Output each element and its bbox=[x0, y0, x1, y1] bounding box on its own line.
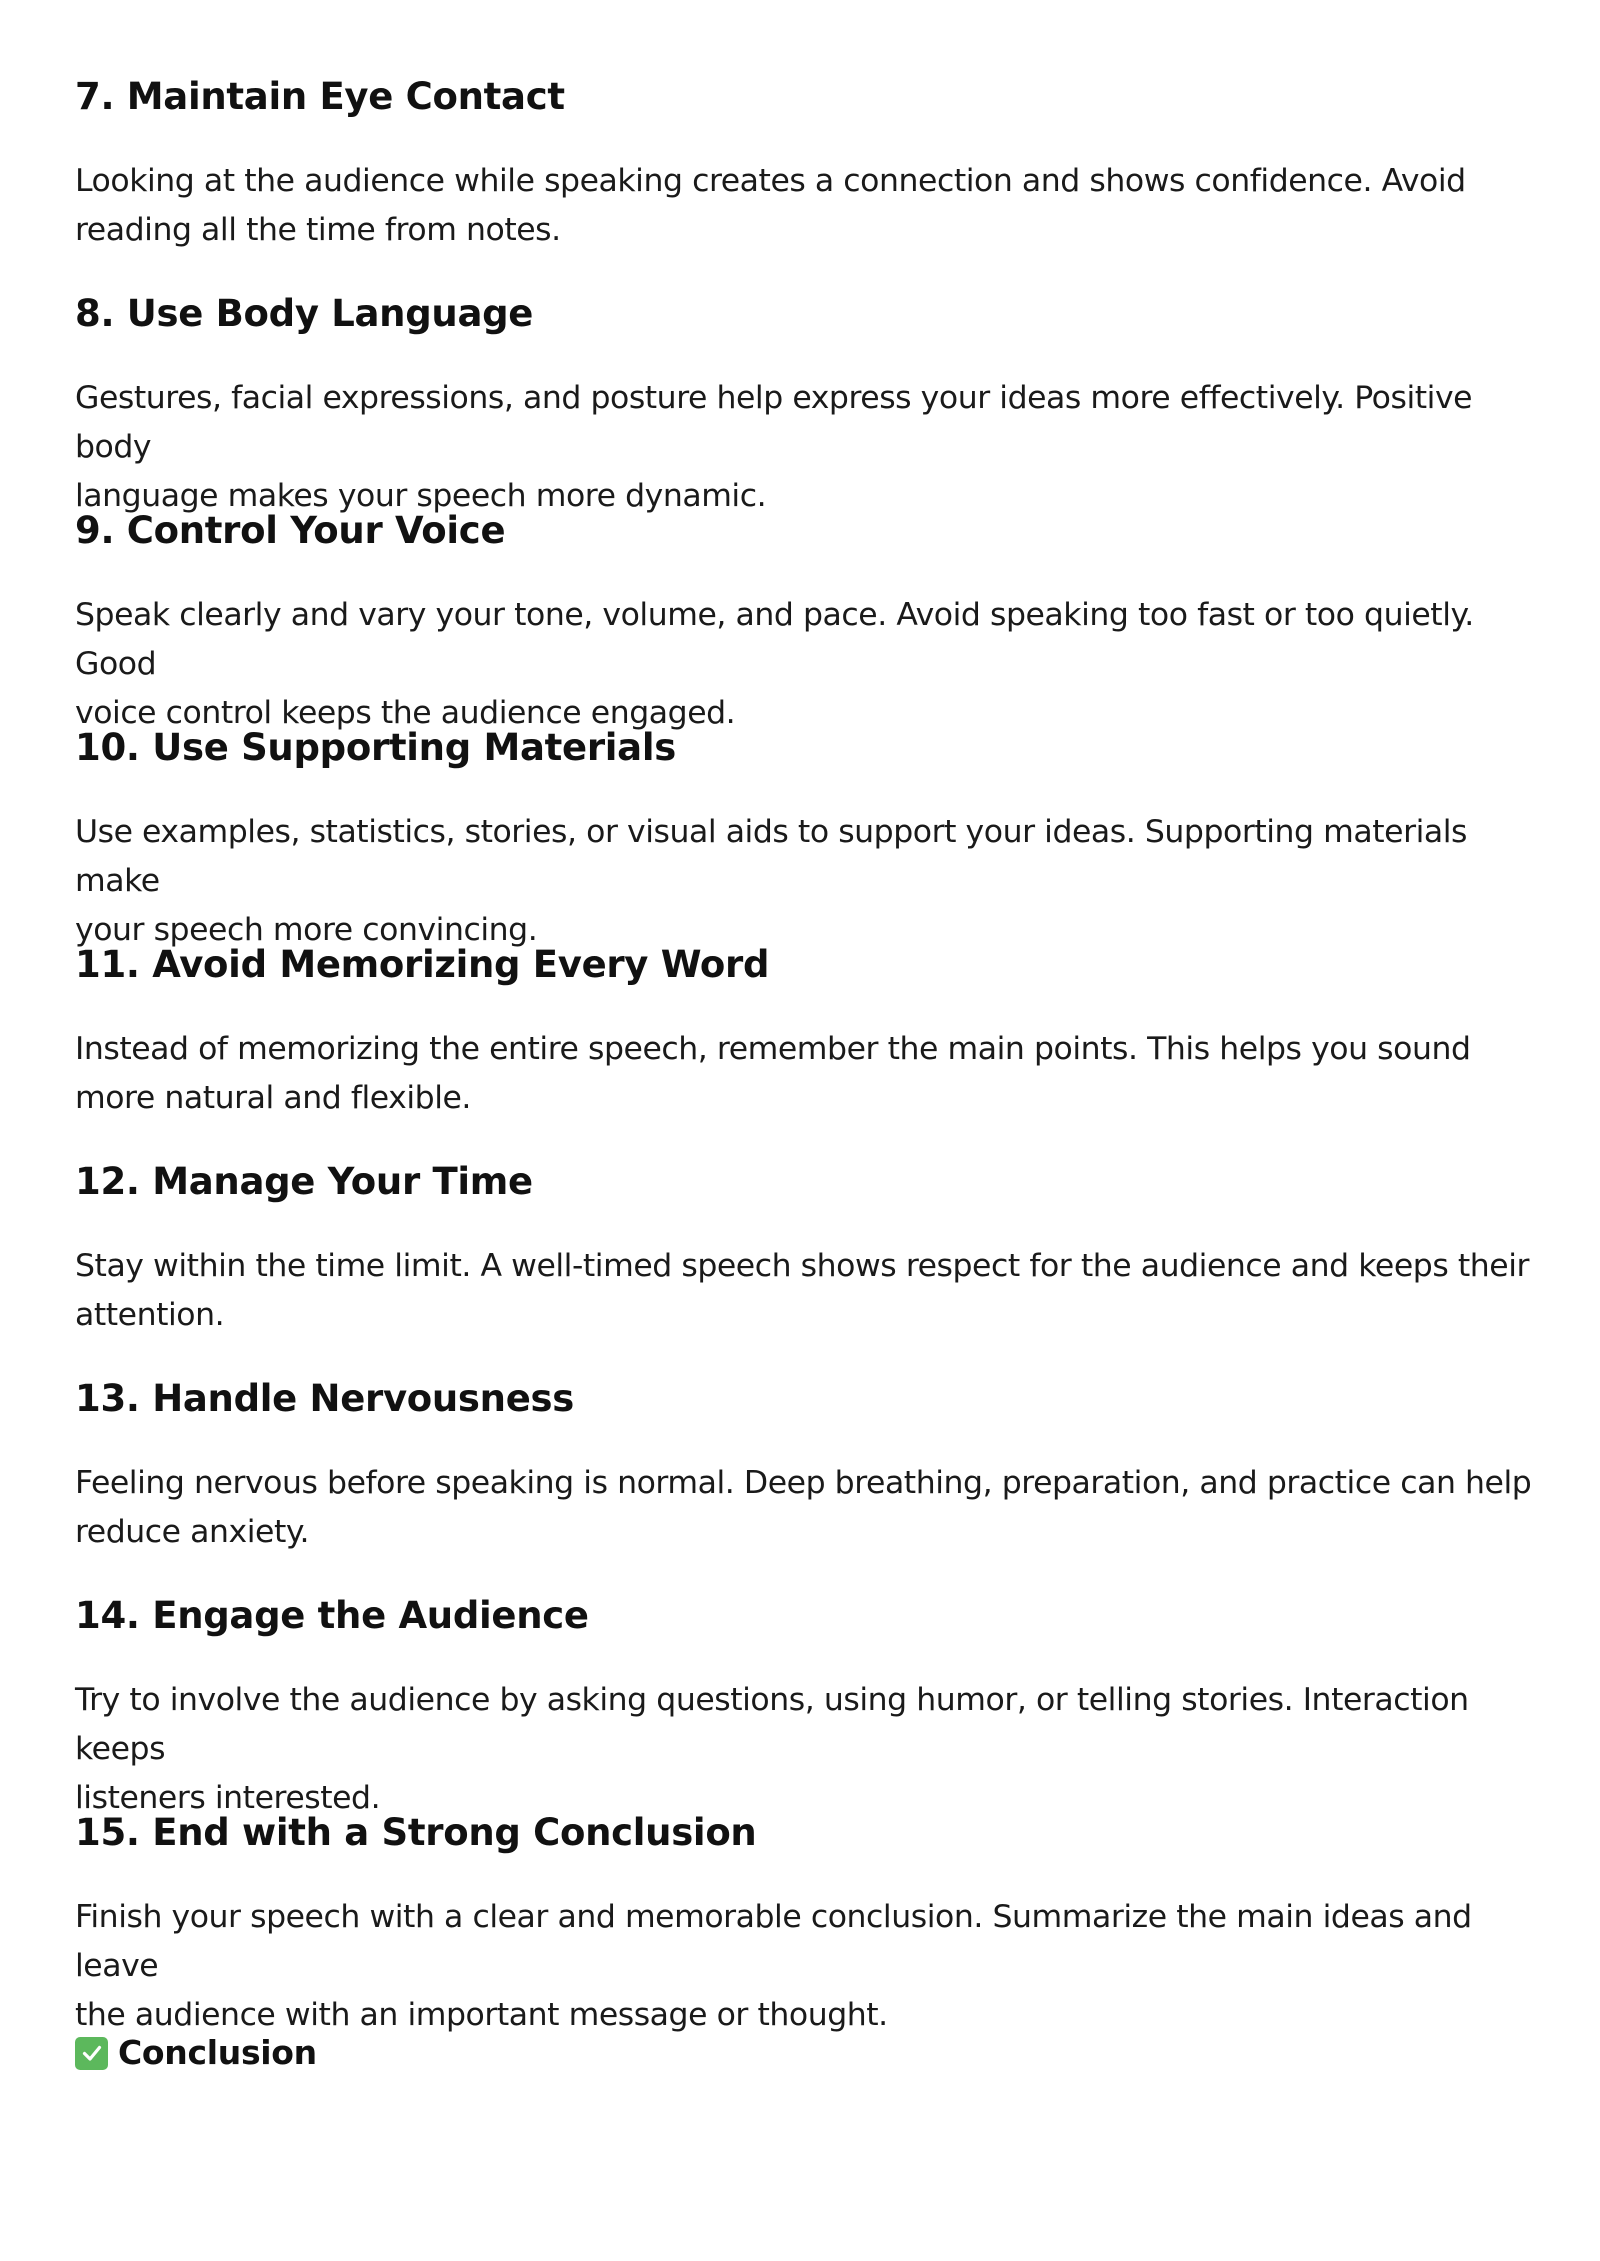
section-heading: 7. Maintain Eye Contact bbox=[75, 75, 565, 118]
section-paragraph bbox=[75, 808, 1540, 955]
section-heading: 8. Use Body Language bbox=[75, 292, 534, 335]
paragraph-line: language makes your speech more dynamic. bbox=[75, 478, 767, 514]
conclusion-label: Conclusion bbox=[118, 2033, 317, 2072]
section-heading: 12. Manage Your Time bbox=[75, 1160, 533, 1203]
paragraph-line: the audience with an important message or thought. bbox=[75, 1997, 888, 2033]
paragraph-line: your speech more convincing. bbox=[75, 912, 538, 948]
paragraph-line: voice control keeps the audience engaged. bbox=[75, 695, 736, 731]
paragraph-line: Try to involve the audience by asking questions, using humor, or telling stories. Interaction keeps bbox=[75, 1682, 1469, 1767]
section-8 bbox=[75, 292, 1540, 521]
section-heading: 11. Avoid Memorizing Every Word bbox=[75, 943, 770, 986]
paragraph-line: more natural and flexible. bbox=[75, 1080, 471, 1116]
section-paragraph bbox=[75, 1242, 1540, 1340]
section-15 bbox=[75, 1811, 1540, 2040]
section-heading: 10. Use Supporting Materials bbox=[75, 726, 676, 769]
section-13 bbox=[75, 1377, 1540, 1557]
section-heading: 15. End with a Strong Conclusion bbox=[75, 1811, 757, 1854]
section-heading: 9. Control Your Voice bbox=[75, 509, 506, 552]
section-9 bbox=[75, 509, 1540, 738]
section-14 bbox=[75, 1594, 1540, 1823]
section-paragraph bbox=[75, 591, 1540, 738]
section-paragraph bbox=[75, 1893, 1540, 2040]
paragraph-line: Speak clearly and vary your tone, volume, and pace. Avoid speaking too fast or too quietly. Good bbox=[75, 597, 1474, 682]
section-11 bbox=[75, 943, 1540, 1123]
paragraph-line: Looking at the audience while speaking creates a connection and shows confidence. Avoid bbox=[75, 163, 1466, 199]
paragraph-line: Stay within the time limit. A well-timed speech shows respect for the audience and keeps their bbox=[75, 1248, 1529, 1284]
section-paragraph bbox=[75, 157, 1540, 255]
section-paragraph bbox=[75, 1025, 1540, 1123]
paragraph-line: Use examples, statistics, stories, or visual aids to support your ideas. Supporting materials make bbox=[75, 814, 1468, 899]
section-12 bbox=[75, 1160, 1540, 1340]
paragraph-line: attention. bbox=[75, 1297, 225, 1333]
paragraph-line: Feeling nervous before speaking is normal. Deep breathing, preparation, and practice can help bbox=[75, 1465, 1532, 1501]
paragraph-line: listeners interested. bbox=[75, 1780, 381, 1816]
check-mark-icon bbox=[75, 2037, 108, 2070]
paragraph-line: Finish your speech with a clear and memorable conclusion. Summarize the main ideas and leave bbox=[75, 1899, 1472, 1984]
conclusion-heading bbox=[75, 2033, 317, 2073]
paragraph-line: Instead of memorizing the entire speech, remember the main points. This helps you sound bbox=[75, 1031, 1471, 1067]
paragraph-line: Gestures, facial expressions, and posture help express your ideas more effectively. Positive body bbox=[75, 380, 1473, 465]
section-10 bbox=[75, 726, 1540, 955]
section-paragraph bbox=[75, 374, 1540, 521]
section-heading: 14. Engage the Audience bbox=[75, 1594, 589, 1637]
section-paragraph bbox=[75, 1676, 1540, 1823]
section-heading: 13. Handle Nervousness bbox=[75, 1377, 574, 1420]
paragraph-line: reading all the time from notes. bbox=[75, 212, 561, 248]
paragraph-line: reduce anxiety. bbox=[75, 1514, 310, 1550]
section-paragraph bbox=[75, 1459, 1540, 1557]
section-7 bbox=[75, 75, 1540, 255]
